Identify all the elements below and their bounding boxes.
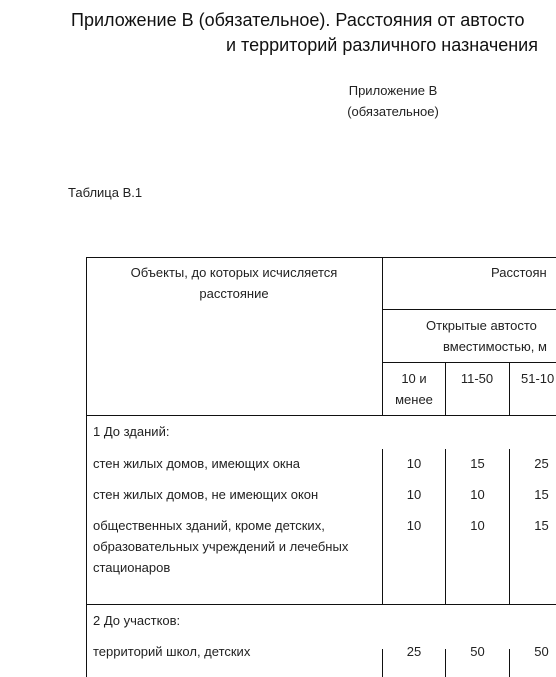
header-line-parking [382, 362, 556, 363]
row-value: 15 [534, 518, 549, 533]
row-value: 10 [406, 487, 422, 502]
row-value: 10 [470, 518, 485, 533]
col-divider-header [382, 257, 383, 415]
header-bottom-line [86, 415, 556, 416]
row-value: 10 [470, 487, 485, 502]
col-divider-3-header [509, 362, 510, 415]
row-label: стен жилых домов, имеющих окна [93, 456, 301, 471]
table-label: Таблица В.1 [68, 185, 143, 200]
header-col-1: 10 и менее [395, 371, 433, 407]
header-col-2: 11-50 [460, 371, 494, 386]
row-value: 10 [406, 518, 422, 533]
section-title: 2 До участков: [93, 613, 181, 628]
row-value: 15 [470, 456, 485, 471]
section-title: 1 До зданий: [93, 424, 170, 439]
section-divider [86, 604, 556, 605]
title-line-1: Приложение В (обязательное). Расстояния от автосто [71, 10, 525, 30]
header-open-parking-capacity: вместимостью, м [443, 339, 547, 354]
row-value: 50 [470, 644, 485, 659]
appendix-heading [330, 80, 456, 122]
header-objects: Объекты, до которых исчисляется расстояние [130, 265, 338, 301]
appendix-label: Приложение В [348, 83, 438, 98]
title-line-2: и территорий различного назначения [226, 35, 538, 55]
row-value: 25 [406, 644, 422, 659]
distance-table [86, 257, 556, 677]
header-open-parking: Открытые автосто [426, 318, 537, 333]
header-line-distance [382, 309, 556, 310]
header-distance: Расстоян [491, 265, 547, 280]
table-border-left [86, 257, 87, 677]
row-value: 50 [534, 644, 549, 659]
row-label: общественных зданий, кроме детских, образовательных учреждений и лечебных стационаров [93, 518, 349, 575]
row-value: 10 [406, 456, 422, 471]
row-label: стен жилых домов, не имеющих окон [93, 487, 319, 502]
table-border-top [86, 257, 556, 258]
row-label: территорий школ, детских [93, 644, 251, 659]
col-divider-2-header [445, 362, 446, 415]
header-col-3: 51-10 [521, 371, 555, 386]
row-value: 15 [534, 487, 549, 502]
appendix-status: (обязательное) [347, 104, 439, 119]
row-value: 25 [534, 456, 549, 471]
